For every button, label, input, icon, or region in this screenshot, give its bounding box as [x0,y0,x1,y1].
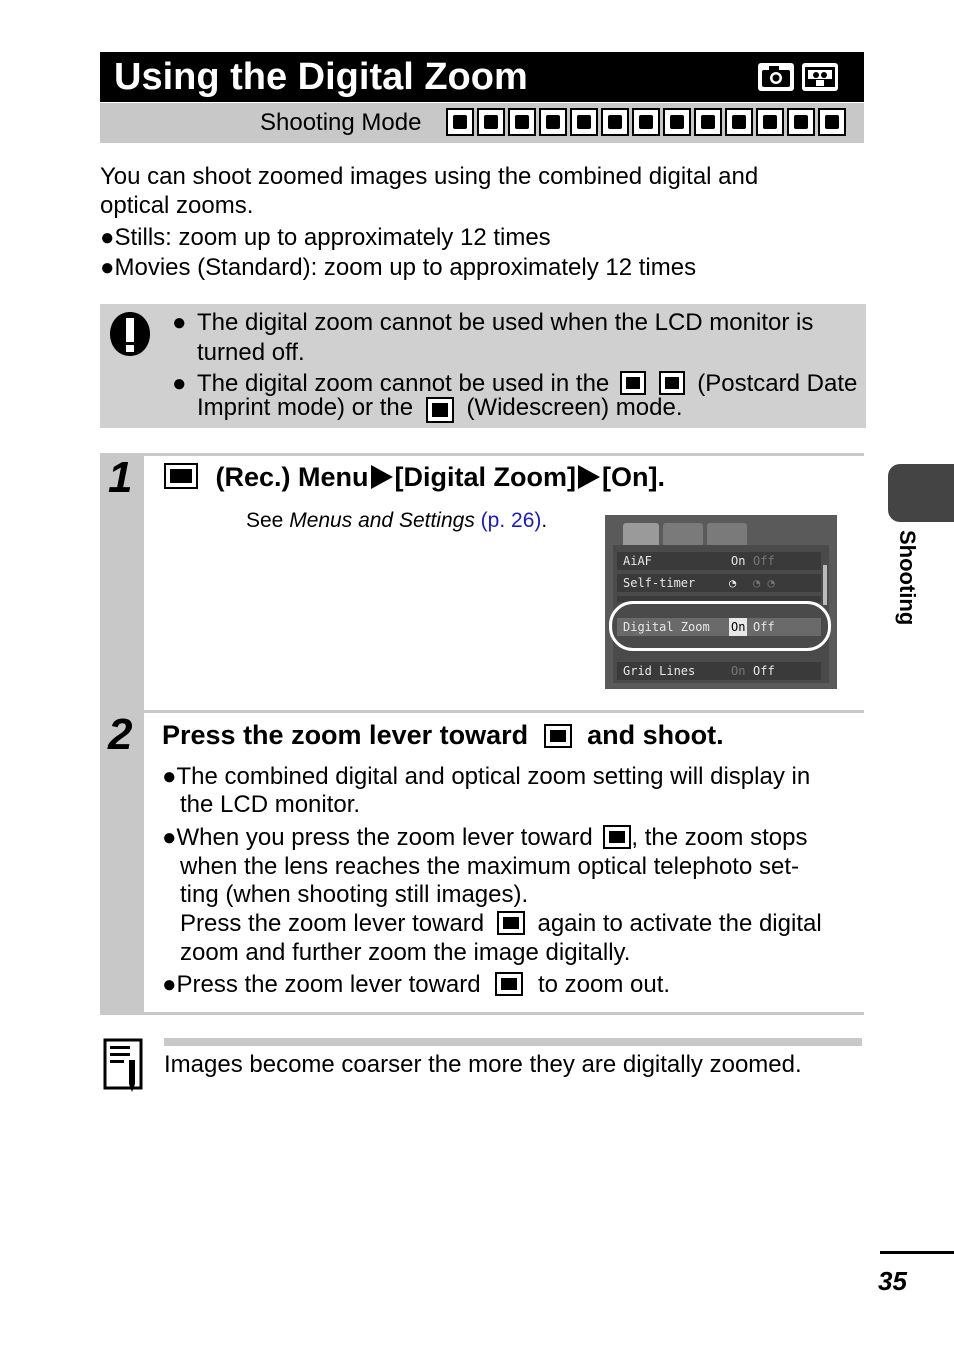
self-timer-icon: ◔ [729,576,737,590]
step-1-see-reference [246,508,547,534]
step-1-rec-menu: (Rec.) Menu [215,462,369,492]
shooting-mode-bar [100,103,864,143]
telephoto-icon [603,825,631,849]
step-2-b2-a: ●When you press the zoom lever toward [162,824,593,851]
indoor-icon [787,108,815,136]
step-2-bullet-2-line-4 [180,909,822,938]
step-2-number: 2 [108,710,133,759]
see-suffix: . [541,509,548,532]
caution-bullet-2: ● [172,370,187,397]
step-1-number: 1 [108,453,133,502]
foliage-icon [601,108,629,136]
postcard-mode-icon [620,371,646,395]
page-number: 35 [878,1266,907,1296]
night-scene-icon [570,108,598,136]
manual-mode-icon [477,108,505,136]
caution-item-2-text-c: Imprint mode) or the [197,394,414,421]
fireworks-icon [694,108,722,136]
chapter-tab [888,464,954,522]
step-2-b2-c: Press the zoom lever toward [180,910,485,937]
step-1-divider [100,453,864,456]
lcd-tab-mycamera [707,523,747,545]
step-2-bullet-1-line-2: the LCD monitor. [180,791,361,818]
step-2-b2-b: , the zoom stops [631,824,808,851]
rec-camera-icon [164,463,198,489]
camera-icon [758,63,794,91]
telephoto-icon [497,911,525,935]
step-2-bottom-divider [100,1012,864,1015]
chapter-tab-label [890,530,924,650]
step-2-title [162,719,724,751]
note-icon [103,1038,143,1094]
landscape-icon [539,108,567,136]
intro-bullet-movies: ●Movies (Standard): zoom up to approximately 12 times [100,254,697,281]
lcd-row-grid-lines: Grid Lines On Off [617,662,821,680]
caution-item-2-text-d: (Widescreen) mode. [466,394,683,421]
note-text: Images become coarser the more they are digitally zoomed. [164,1051,802,1078]
shooting-mode-label: Shooting Mode [260,109,422,136]
lcd-tab-setup [663,523,703,545]
lcd-row-digital-zoom: Digital Zoom On Off [617,618,821,636]
intro-line-2: optical zooms. [100,192,254,219]
intro-bullet-stills: ●Stills: zoom up to approximately 12 times [100,224,551,251]
caution-box [100,304,866,428]
page-26-link[interactable]: (p. 26) [480,509,542,532]
telephoto-icon [544,724,572,748]
caution-bullet-1: ● [172,309,187,336]
step-2-bullet-3 [162,970,670,999]
caution-item-2-line-2 [197,393,683,423]
step-2-divider [100,710,864,713]
page-title: Using the Digital Zoom [114,56,528,98]
page-number-rule [880,1251,954,1254]
chapter-tab-text: Shooting [895,530,920,626]
intro-line-1: You can shoot zoomed images using the combined digital and [100,163,759,190]
arrow-right-icon [371,465,393,489]
step-2-title-a: Press the zoom lever toward [162,720,529,750]
lcd-tab-camera [623,523,659,545]
postcard-date-icon [659,371,685,395]
caution-icon [108,310,152,358]
lcd-menu-screenshot [605,515,837,689]
movie-icon [802,63,838,91]
auto-mode-icon [446,108,474,136]
lcd-highlight-ring [609,601,831,651]
caution-item-1-line-2: turned off. [197,339,305,366]
mode-icon-strip [446,108,846,140]
step-2-bullet-2-line-1 [162,823,807,852]
step-2-bullet-2-line-3: ting (when shooting still images). [180,881,529,908]
beach-icon [632,108,660,136]
widescreen-mode-icon [426,397,454,423]
see-prefix: See [246,509,290,532]
caution-item-2-text-b: (Postcard Date [697,370,858,397]
lcd-scrollbar [823,565,827,605]
kids-pets-icon [725,108,753,136]
wide-angle-icon [495,972,523,996]
lcd-row-self-timer: Self-timer ◔ ◔ ◔ [617,574,821,592]
step-2-b3-b: to zoom out. [537,971,671,998]
lcd-row-aiaf: AiAF On Off [617,552,821,570]
step-2-bullet-1-line-1: ●The combined digital and optical zoom setting will display in [162,763,811,790]
caution-item-1-line-1: The digital zoom cannot be used when the LCD monitor is [197,309,814,336]
caution-item-2-text-a: The digital zoom cannot be used in the [197,370,610,397]
step-2-bullet-2-line-2: when the lens reaches the maximum optical telephoto set- [180,853,799,880]
portrait-icon [508,108,536,136]
movie-mode-icon [818,108,846,136]
see-menus-settings: Menus and Settings [289,509,475,532]
step-2-b2-d: again to activate the digital [537,910,822,937]
step-2-b3-a: ●Press the zoom lever toward [162,971,481,998]
arrow-right-icon [578,465,600,489]
note-bar [164,1038,862,1046]
underwater-icon [756,108,784,136]
snow-icon [663,108,691,136]
step-1-on: [On]. [602,462,665,492]
step-1-title [164,461,665,493]
step-1-digital-zoom: [Digital Zoom] [394,462,577,492]
title-bar [100,52,864,102]
step-2-title-b: and shoot. [587,720,724,750]
step-2-bullet-2-line-5: zoom and further zoom the image digitally. [180,939,631,966]
